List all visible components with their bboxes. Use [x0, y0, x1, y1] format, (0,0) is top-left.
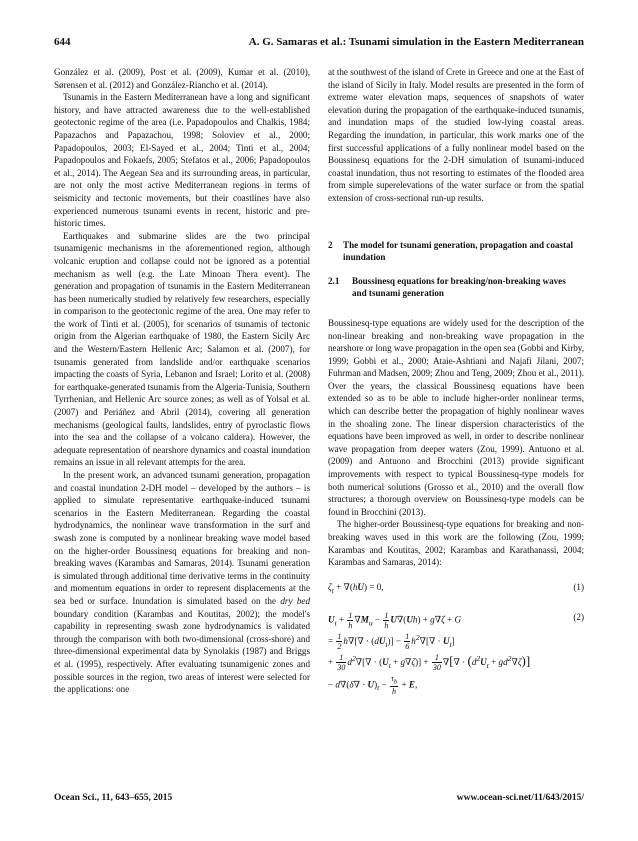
section-title: The model for tsunami generation, propagation and coastal inundation — [343, 239, 574, 263]
subsection-title: Boussinesq equations for breaking/non-breaking waves and tsunami generation — [352, 275, 566, 299]
paragraph: The higher-order Boussinesq-type equations for breaking and non-breaking waves used in this work are the following (Zou, 1999; Karambas and Koutitas, 2002; Karambas and Karathanassi, 2004; Karambas and Samaras, 2014): — [328, 519, 584, 568]
subsection-number: 2.1 — [328, 275, 340, 286]
paragraph: Tsunamis in the Eastern Mediterranean have a long and significant history, and have attracted awareness due to the well-established geotectonic regime of the area (i.e. Papadopoulos and Chalkis, 1984; Papazachos and Papazachou, 1998; Soloviev et al., 2000; Papadopoulos, 2003; El-Sayed et al., 2004; Tinti et al., 2004; Papadopoulos and Fokaefs, 2005; Stefatos et al., 2006; Papadopoulos et al., 2014). The Aegean Sea and its surrounding areas, in particular, are not only the most active Mediterranean regions in terms of seismicity and tectonic movements, but their coastlines have also experienced numerous tsunami events in recent, historic and pre-historic times. — [54, 92, 310, 229]
page-number: 644 — [54, 36, 71, 48]
journal-citation: Ocean Sci., 11, 643–655, 2015 — [54, 793, 173, 803]
right-column — [328, 66, 584, 695]
journal-url: www.ocean-sci.net/11/643/2015/ — [456, 793, 584, 803]
running-title: A. G. Samaras et al.: Tsunami simulation in the Eastern Mediterranean — [248, 36, 584, 48]
paragraph — [54, 469, 310, 696]
text-run: In the present work, an advanced tsunami generation, propagation and coastal inundation 2-DH model – developed by the authors – is applied to simulate representative earthquake-induced tsunami scenarios in the Eastern Mediterranean. Regarding the coastal hydrodynamics, the nonlinear wave transformation in the surf and swash zone is computed by a nonlinear breaking wave model based on the higher-order Boussinesq equations for breaking and non-breaking waves (Karambas and Samaras, 2014). Tsunami generation is simulated through additional time derivative terms in the continuity and momentum equations in order to represent displacements at the sea bed or surface. Inundation is simulated based on the — [54, 470, 310, 606]
equation-2 — [328, 611, 584, 695]
paragraph: Earthquakes and submarine slides are the two principal tsunamigenic mechanisms in the aforementioned region, although volcanic eruption and collapse could not be ignored as a potential mechanism as well (e.g. the Late Minoan Thera event). The generation and propagation of tsunamis in the Eastern Mediterranean has been numerically studied by relatively few researchers, especially in comparison to the geotectonic regime of the area. One may refer to the work of Tinti et al. (2005), for scenarios of tsunamis of tectonic origin from the Algerian earthquake of 1980, the Eastern Sicily Arc and the Western/Eastern Hellenic Arc; Salamon et al. (2007), for tsunamis generated from landslide and/or earthquake scenarios impacting the coasts of Syria, Lebanon and Israel; Lorito et al. (2008) for earthquake-generated tsunamis from the Algeria-Tunisia, Southern Tyrrhenian, and Hellenic Arc source zones; as well as of Yolsal et al. (2007) and Periáñez and Abril (2014), covering all generation mechanisms (geological faults, landslides, entry of pyroclastic flows into the sea and the collapse of a volcano caldera). However, the adequate representation of nearshore dynamics and coastal inundation remains an issue in all relevant attempts for the area. — [54, 230, 310, 468]
equation-2-line: − $d\nabla(\delta\nabla \cdot U)_t$ − $\frac{\tau_b}{h}$ + E, — [328, 673, 418, 697]
equation-2-line: = $\frac{1}{2}$ $h\nabla[\nabla \cdot (dU_t)]$ − $\frac{1}{6}$ $h^2\nabla[\nabla \cdot U_t]$ — [328, 632, 455, 652]
left-column — [54, 66, 310, 696]
italic-term: dry bed — [280, 595, 310, 606]
section-number: 2 — [328, 239, 333, 250]
paragraph: at the southwest of the island of Crete in Greece and one at the East of the island of Sicily in Italy. Model results are presented in the form of extreme water elevation maps, sequences of snapshots of water elevation during the propagation of the earthquake-induced tsunamis, and inundation maps of the studied low-lying coastal areas. Regarding the inundation, in particular, this work marks one of the first successful applications of a fully nonlinear model based on the Boussinesq equations for the 2-DH simulation of tsunami-induced coastal inundation, thus not resorting to estimates of the flooded area from simple superelevations of the water surface or from the spatial extension of cross-sectional run-up results. — [328, 67, 584, 203]
equation-2-line: $U_t$ + $\frac{1}{h}$ $\nabla M_u$ − $\frac{1}{h}$ U∇(Uh) + g∇ζ + G — [328, 610, 462, 630]
text-run: boundary condition (Karambas and Koutitas, 2002); the model's capability in representing swash zone hydrodynamics is validated through the comparison with both two-dimensional (cross-shore) and three-dimensional experimental data by Synolakis (1987) and Briggs et al. (1995), respectively. After evaluating tsunamigenic zones and possible sources in the region, two areas of interest were selected for the applications: one — [54, 608, 310, 695]
equation-1-body: $\zeta_t + \nabla(hU) = 0$, — [328, 581, 384, 595]
equation-1 — [328, 581, 584, 595]
subsection-heading — [328, 275, 584, 300]
section-heading — [328, 239, 584, 264]
equation-number: (1) — [573, 581, 584, 592]
equation-2-line: + $\frac{1}{30}$ $d^2\nabla[\nabla \cdot (U_t + g\nabla\zeta)]$ + $\frac{1}{30}$ ∇[∇ · $(d^2U_t + gd^2\nabla\zeta)$] — [328, 652, 531, 673]
paragraph: González et al. (2009), Post et al. (2009), Kumar et al. (2010), Sørensen et al. (2012) and González-Riancho et al. (2014). — [54, 67, 310, 90]
equation-number: (2) — [573, 611, 584, 622]
paragraph: Boussinesq-type equations are widely used for the description of the non-linear breaking and non-breaking wave propagation in the nearshore or long wave propagation in the open sea (Gobbi and Kirby, 1999; Gobbi et al., 2000; Ataie-Ashtiani and Najafi Jilani, 2007; Fuhrman and Madsen, 2009; Zhou and Teng, 2009; Zhou et al., 2011). Over the years, the classical Boussinesq equations have been extended so as to be able to include higher-order nonlinear terms, which can describe better the propagation of highly nonlinear waves in the shoaling zone. The linear dispersion characteristics of the equations have been improved as well, in order to describe nonlinear wave propagation from deeper waters (Zou, 1999). Antuono et al. (2009) and Antuono and Brocchini (2013) provide significant improvements with respect to typical Boussinesq-type models for both numerical solutions (Grosso et al., 2010) and the overall flow structures; a thorough overview on Boussinesq-type models can be found in Brocchini (2013). — [328, 317, 584, 517]
